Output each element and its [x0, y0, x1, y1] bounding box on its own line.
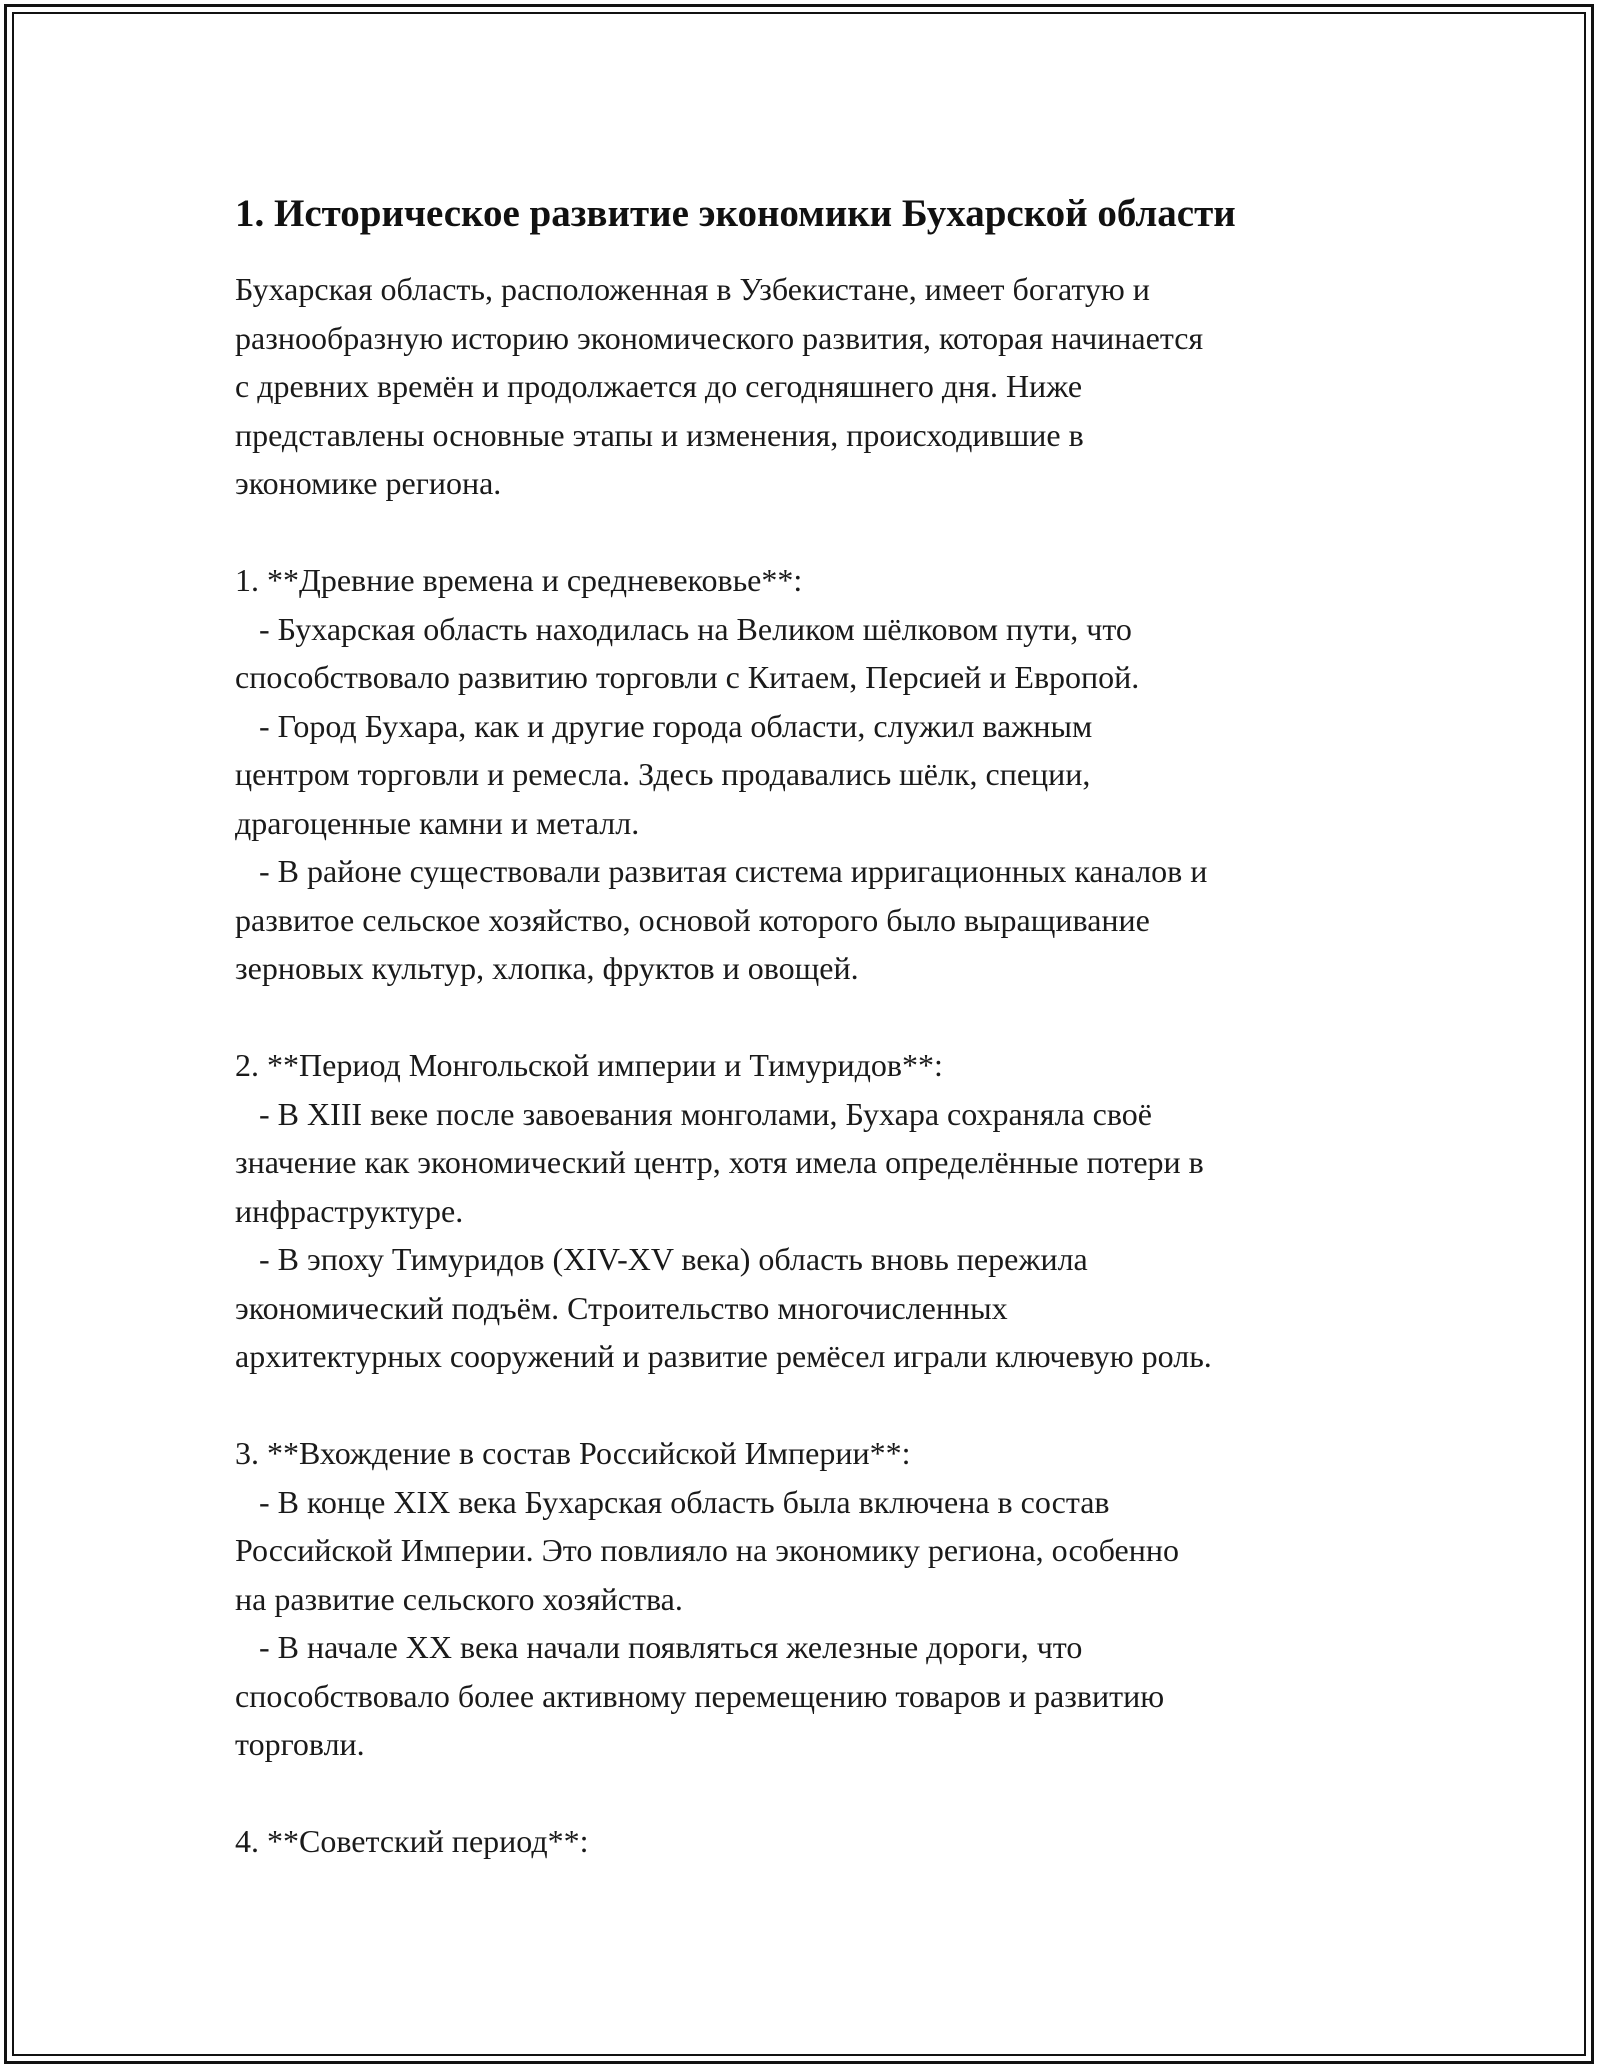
document-body-text: Бухарская область, расположенная в Узбекистане, имеет богатую и разнообразную историю экономического развития, которая начинается с древних времён и продолжается до сегодняшнего дня. Ниже представлены основные этапы и изменения, происходившие в экономике региона. 1. **Древние времена и средневековье**: - Бухарская область находилась на Великом шёлковом пути, что способствовало развитию торговли с Китаем, Персией и Европой. - Город Бухара, как и другие города области, служил важным центром торговли и ремесла. Здесь продавались шёлк, специи, драгоценные камни и металл. - В районе существовали развитая система ирригационных каналов и развитое сельское хозяйство, основой которого было выращивание зерновых культур, хлопка, фруктов и овощей. 2. **Период Монгольской империи и Тимуридов**: - В XIII веке после завоевания монголами, Бухара сохраняла своё значение как экономический центр, хотя имела определённые потери в инфраструктуре. - В эпоху Тимуридов (XIV-XV века) область вновь пережила экономический подъём. Строительство многочисленных архитектурных сооружений и развитие ремёсел играли ключевую роль. 3. **Вхождение в состав Российской Империи**: - В конце XIX века Бухарская область была включена в состав Российской Империи. Это повлияло на экономику региона, особенно на развитие сельского хозяйства. - В начале XX века начали появляться железные дороги, что способствовало более активному перемещению товаров и развитию торговли. 4. **Советский период**: [235, 271, 1212, 1859]
document-heading: 1. Историческое развитие экономики Бухарской области [235, 192, 1236, 235]
document-page [235, 183, 1375, 1866]
